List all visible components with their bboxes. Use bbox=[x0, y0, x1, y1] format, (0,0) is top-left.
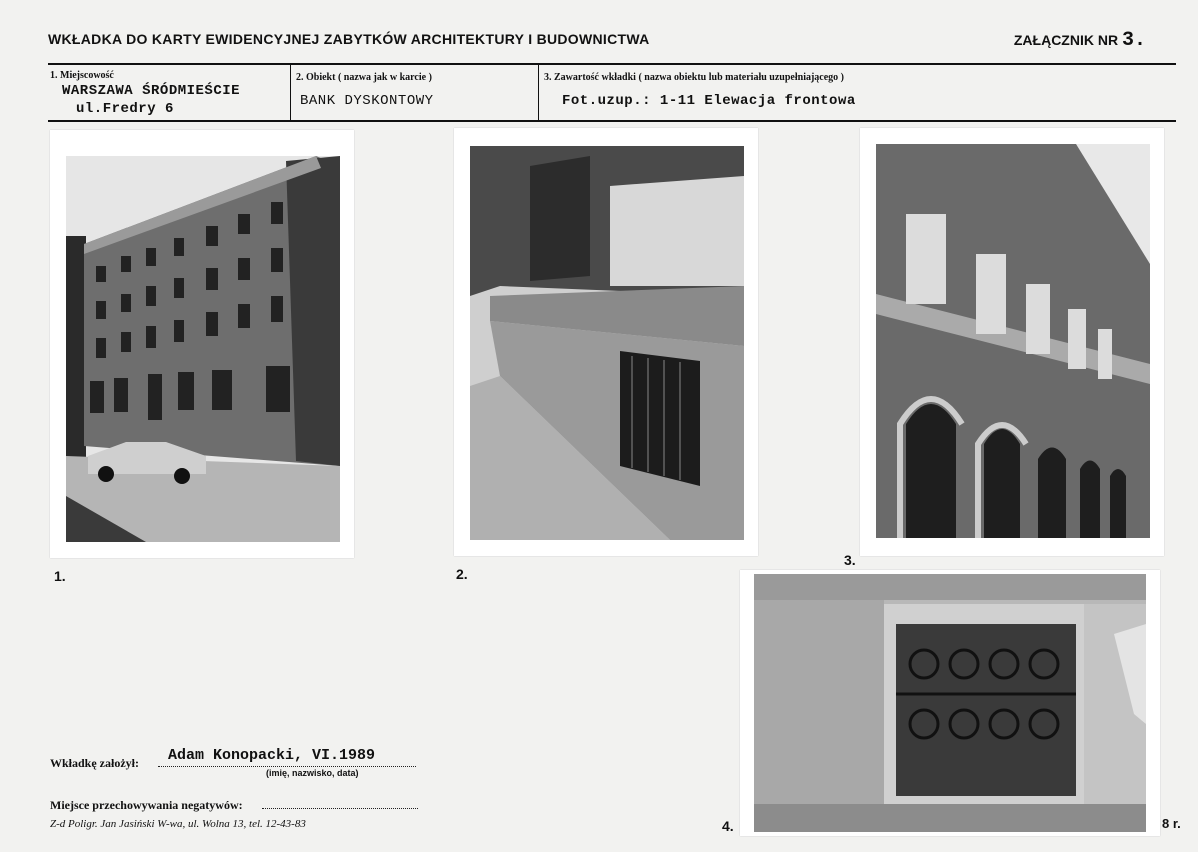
photo-1-image bbox=[66, 156, 340, 542]
created-by-hint: (imię, nazwisko, data) bbox=[266, 768, 359, 778]
content-label: 3. Zawartość wkładki ( nazwa obiektu lub materiału uzupełniającego ) bbox=[544, 72, 845, 83]
location-label: 1. Miejscowość bbox=[50, 70, 114, 81]
created-by-label: Wkładkę założył: bbox=[50, 756, 139, 770]
annex-label bbox=[1014, 29, 1146, 52]
negatives-label: Miejsce przechowywania negatywów: bbox=[50, 798, 243, 812]
created-by-dotted-line bbox=[158, 766, 416, 767]
photo-2-caption: 2. bbox=[456, 566, 468, 582]
field-divider-1 bbox=[290, 65, 291, 122]
annex-label-text: ZAŁĄCZNIK NR bbox=[1013, 32, 1119, 48]
photo-3-caption: 3. bbox=[844, 552, 856, 568]
annex-number: 3. bbox=[1121, 29, 1146, 52]
document-title: WKŁADKA DO KARTY EWIDENCYJNEJ ZABYTKÓW ARCHITEKTURY I BUDOWNICTWA bbox=[48, 31, 650, 47]
negatives-dotted-line bbox=[262, 808, 418, 809]
photo-4 bbox=[722, 570, 1160, 836]
field-divider-2 bbox=[538, 65, 539, 122]
photo-1 bbox=[50, 130, 354, 584]
object-value: BANK DYSKONTOWY bbox=[300, 93, 434, 109]
photo-4-image bbox=[754, 574, 1146, 832]
location-line2: ul.Fredry 6 bbox=[76, 101, 174, 117]
photo-3-image bbox=[876, 144, 1150, 538]
printer-imprint: Z-d Poligr. Jan Jasiński W-wa, ul. Wolna 13, tel. 12-43-83 bbox=[50, 818, 306, 830]
photo-4-caption: 4. bbox=[722, 818, 734, 834]
photo-2 bbox=[454, 128, 758, 582]
header-bottom-rule bbox=[48, 120, 1176, 122]
object-label: 2. Obiekt ( nazwa jak w karcie ) bbox=[296, 72, 432, 83]
photo-2-image bbox=[470, 146, 744, 540]
created-by-value: Adam Konopacki, VI.1989 bbox=[168, 747, 376, 764]
content-value: Fot.uzup.: 1-11 Elewacja frontowa bbox=[562, 93, 856, 109]
edge-mark: 8 r. bbox=[1162, 816, 1181, 831]
photo-1-caption: 1. bbox=[54, 568, 66, 584]
header-top-rule bbox=[48, 63, 1176, 65]
photo-3 bbox=[844, 128, 1164, 568]
location-line1: WARSZAWA ŚRÓDMIEŚCIE bbox=[62, 83, 241, 99]
